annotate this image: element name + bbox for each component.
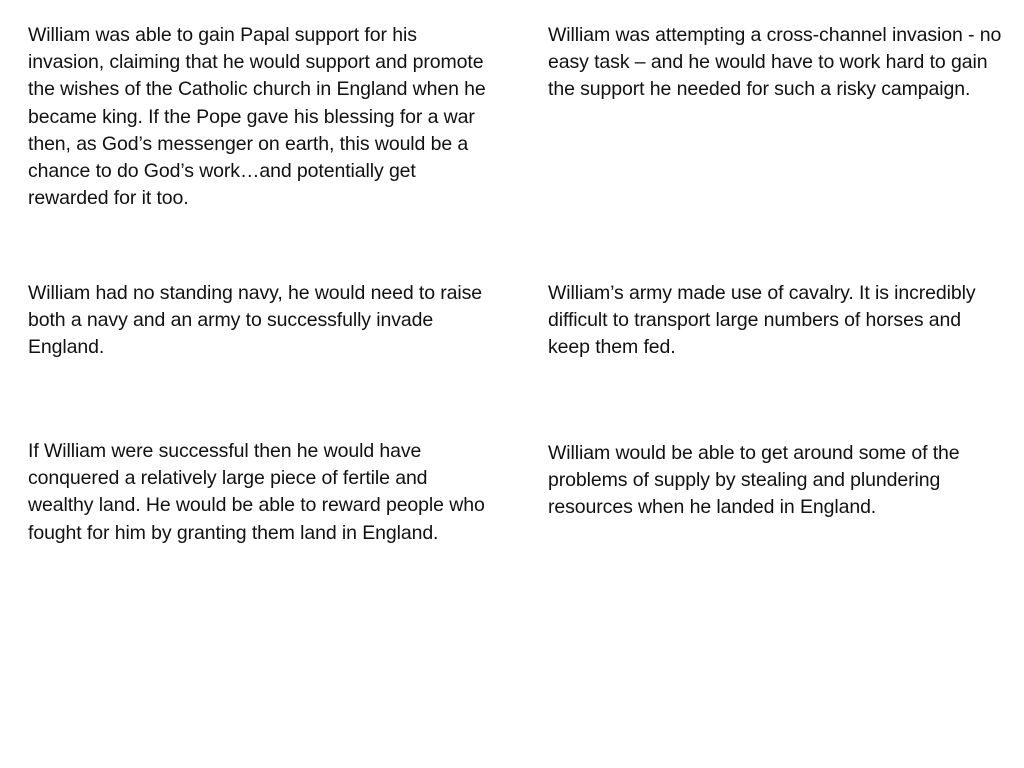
supply-plundering-card: William would be able to get around some of the problems of supply by stealing and plundering resources when he landed in England. [548,442,960,519]
reward-land-card: If William were successful then he would have conquered a relatively large piece of fertile and wealthy land. He would be able to reward people who fought for him by granting them land in England. [28,440,485,544]
papal-support-card: William was able to gain Papal support for his invasion, claiming that he would support and promote the wishes of the Catholic church in England when he became king. If the Pope gave his blessing for a war then, as God’s messenger on earth, this would be a chance to do God’s work…and potentially get rewarded for it too. [28,24,486,210]
cross-channel-invasion-card: William was attempting a cross-channel invasion - no easy task – and he would have to work hard to gain the support he needed for such a risky campaign. [548,24,1002,101]
cavalry-card: William’s army made use of cavalry. It is incredibly difficult to transport large numbers of horses and keep them fed. [548,282,976,359]
no-standing-navy-card: William had no standing navy, he would need to raise both a navy and an army to successfully invade England. [28,282,483,359]
